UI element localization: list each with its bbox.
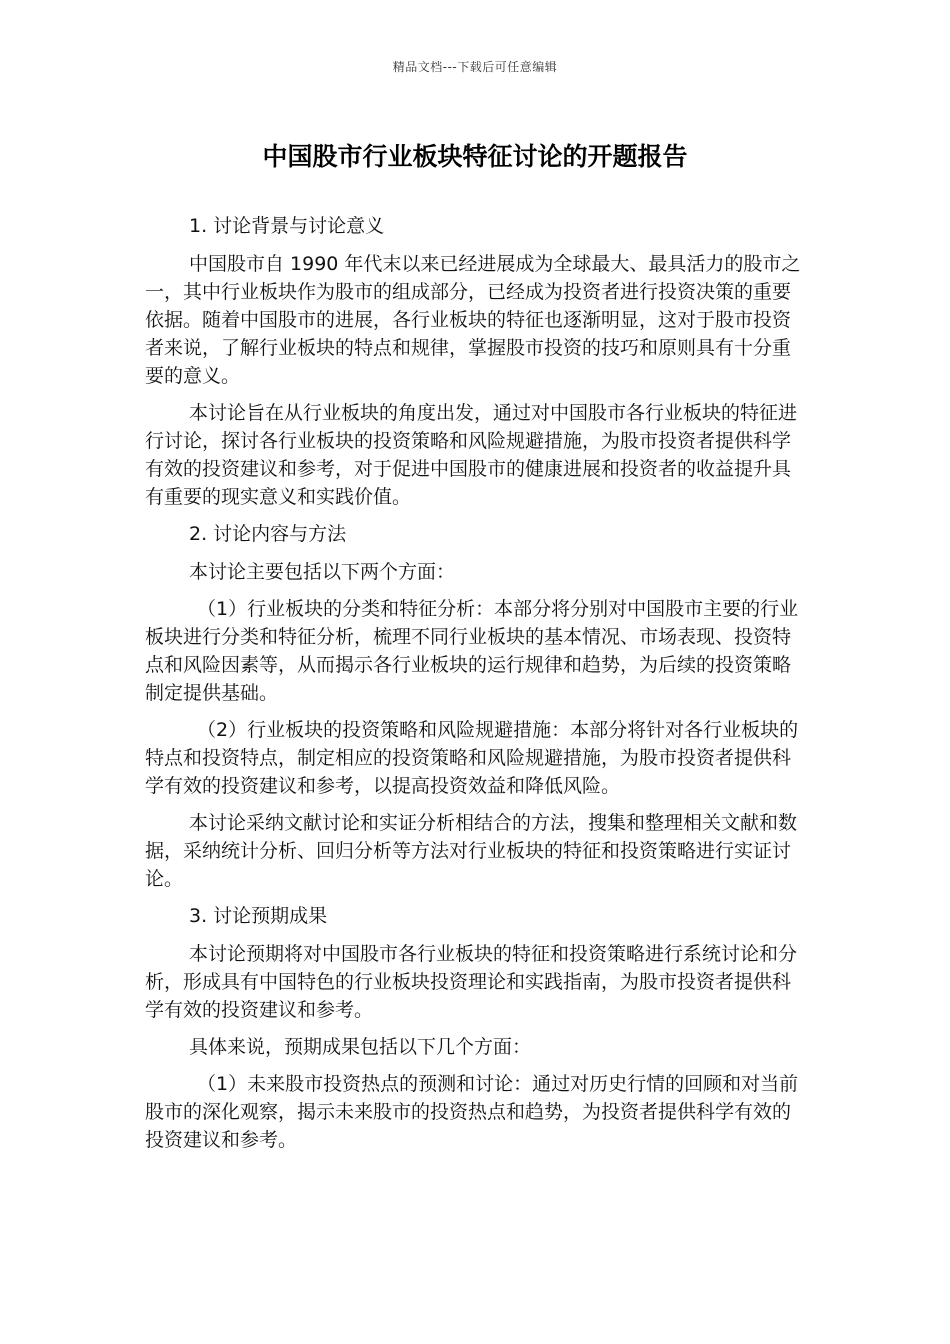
document-title: 中国股市行业板块特征讨论的开题报告 <box>262 142 688 171</box>
paragraph-expected-results: 本讨论预期将对中国股市各行业板块的特征和投资策略进行系统讨论和分析，形成具有中国特色的行业板块投资理论和实践指南，为股市投资者提供科学有效的投资建议和参考。 <box>145 943 798 1021</box>
page-header-note: 精品文档---下载后可任意编辑 <box>392 60 558 74</box>
document-body <box>145 212 807 1163</box>
paragraph-background: 中国股市自 1990 年代末以来已经进展成为全球最大、最具活力的股市之一，其中行业板块作为股市的组成部分，已经成为投资者进行投资决策的重要依据。随着中国股市的进展，各行业板块的特征也逐渐明显，这对于股市投资者来说，了解行业板块的特点和规律，掌握股市投资的技巧和原则具有十分重要的意义。 <box>145 253 801 387</box>
paragraph-method: 本讨论采纳文献讨论和实证分析相结合的方法，搜集和整理相关文献和数据，采纳统计分析、回归分析等方法对行业板块的特征和投资策略进行实证讨论。 <box>145 812 798 890</box>
paragraph-content-intro: 本讨论主要包括以下两个方面： <box>189 561 456 583</box>
section-heading-content-method: 2. 讨论内容与方法 <box>189 523 347 545</box>
list-item-forecast: （1）未来股市投资热点的预测和讨论：通过对历史行情的回顾和对当前股市的深化观察，揭示未来股市的投资热点和趋势，为投资者提供科学有效的投资建议和参考。 <box>145 1073 799 1151</box>
paragraph-results-intro: 具体来说，预期成果包括以下几个方面： <box>189 1036 532 1058</box>
list-item-classification: （1）行业板块的分类和特征分析：本部分将分别对中国股市主要的行业板块进行分类和特征分析，梳理不同行业板块的基本情况、市场表现、投资特点和风险因素等，从而揭示各行业板块的运行规律和趋势，为后续的投资策略制定提供基础。 <box>145 598 799 704</box>
section-heading-expected-results: 3. 讨论预期成果 <box>189 905 328 927</box>
paragraph-purpose: 本讨论旨在从行业板块的角度出发，通过对中国股市各行业板块的特征进行讨论，探讨各行业板块的投资策略和风险规避措施，为股市投资者提供科学有效的投资建议和参考，对于促进中国股市的健康进展和投资者的收益提升具有重要的现实意义和实践价值。 <box>145 402 798 508</box>
section-heading-background: 1. 讨论背景与讨论意义 <box>189 215 385 237</box>
list-item-strategy: （2）行业板块的投资策略和风险规避措施：本部分将针对各行业板块的特点和投资特点，制定相应的投资策略和风险规避措施，为股市投资者提供科学有效的投资建议和参考，以提高投资效益和降低风险。 <box>145 719 799 797</box>
